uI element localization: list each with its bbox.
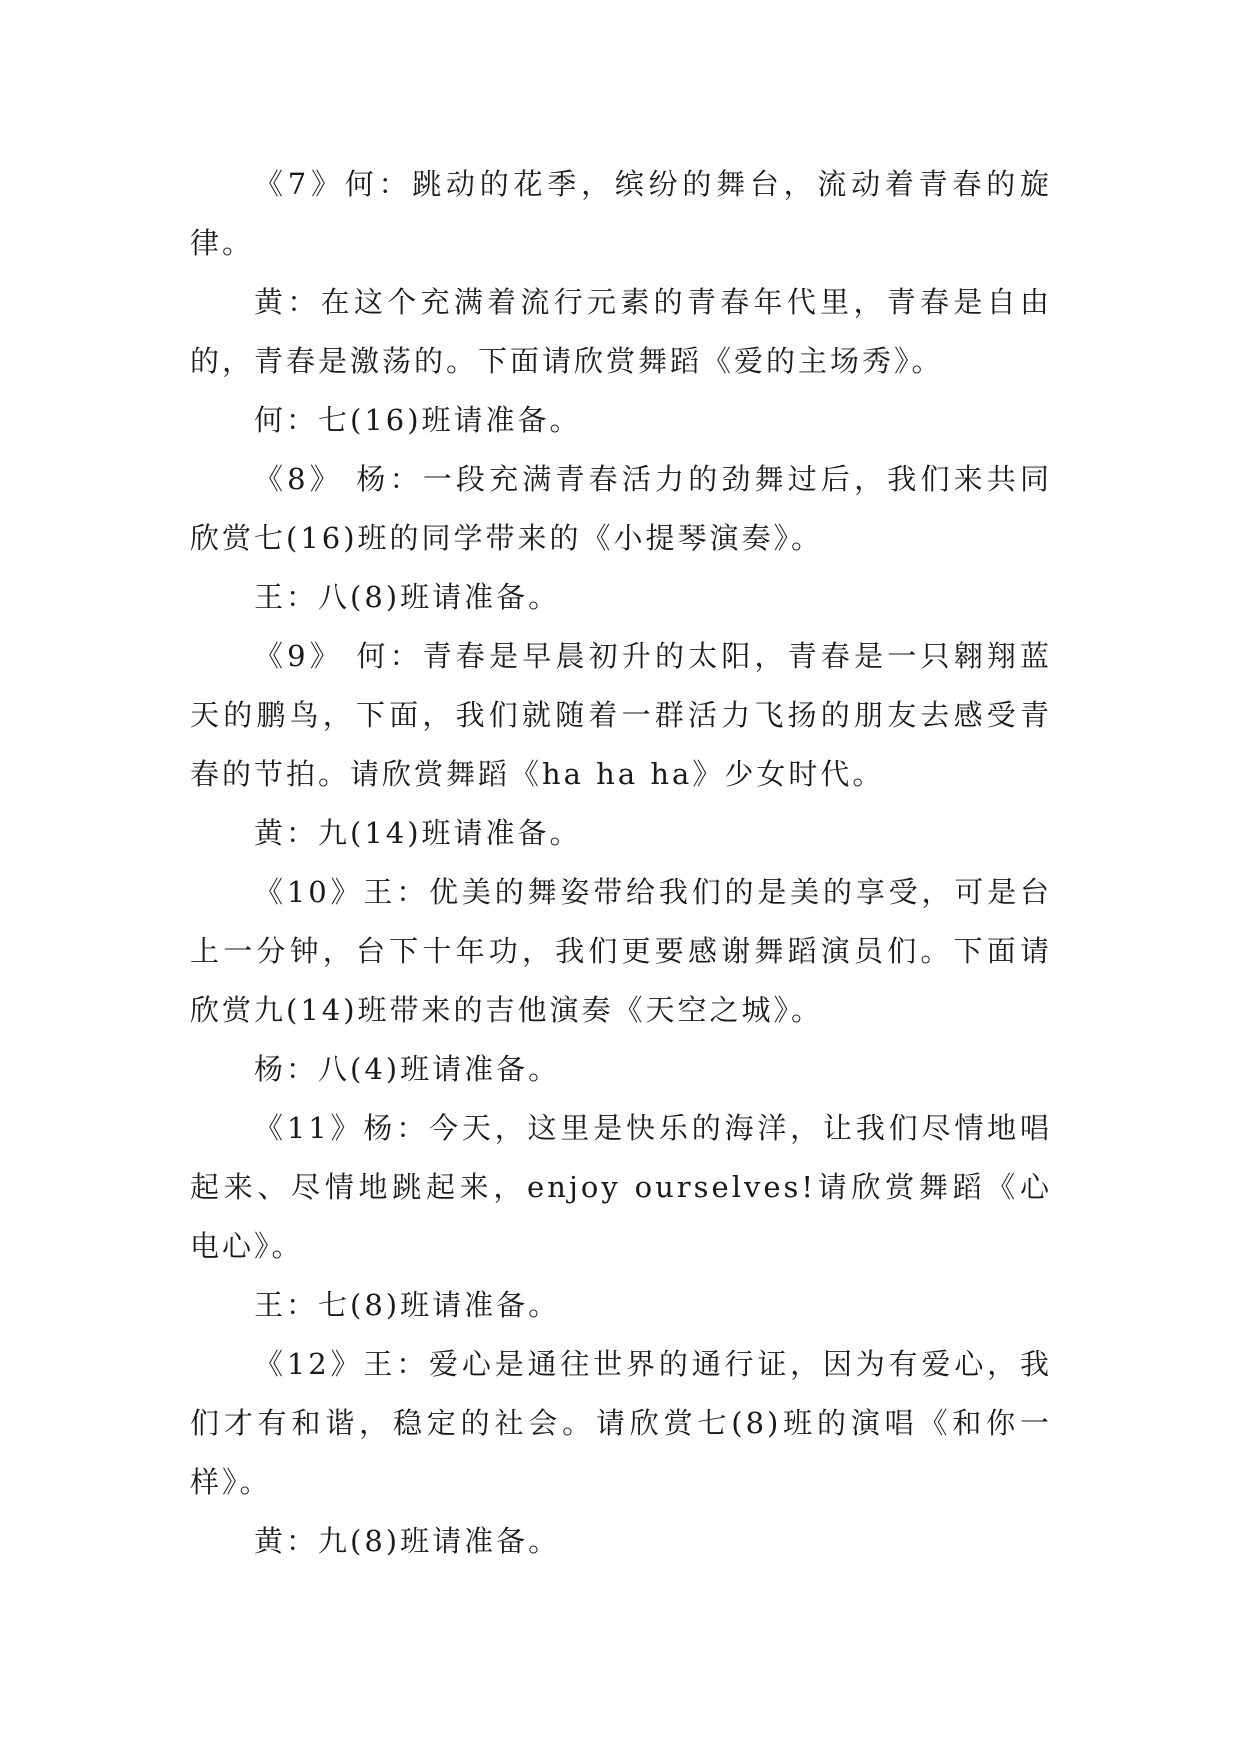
paragraph-12: 《12》王：爱心是通往世界的通行证，因为有爱心，我们才有和谐，稳定的社会。请欣赏七(8)班的演唱《和你一样》。 (190, 1347, 1052, 1499)
paragraph-4: 《8》 杨：一段充满青春活力的劲舞过后，我们来共同欣赏七(16)班的同学带来的《小提琴演奏》。 (190, 462, 1052, 555)
paragraph-8: 《10》王：优美的舞姿带给我们的是美的享受，可是台上一分钟，台下十年功，我们更要感谢舞蹈演员们。下面请欣赏九(14)班带来的吉他演奏《天空之城》。 (190, 875, 1052, 1027)
paragraph-11: 王：七(8)班请准备。 (254, 1288, 561, 1322)
document-body (190, 155, 1052, 1571)
paragraph-1: 《7》何：跳动的花季，缤纷的舞台，流动着青春的旋律。 (190, 167, 1052, 260)
paragraph-2: 黄：在这个充满着流行元素的青春年代里，青春是自由的，青春是激荡的。下面请欣赏舞蹈《爱的主场秀》。 (190, 285, 1052, 378)
paragraph-13: 黄：九(8)班请准备。 (254, 1524, 561, 1558)
paragraph-6: 《9》 何：青春是早晨初升的太阳，青春是一只翱翔蓝天的鹏鸟，下面，我们就随着一群活力飞扬的朋友去感受青春的节拍。请欣赏舞蹈《ha ha ha》少女时代。 (190, 639, 1052, 791)
paragraph-9: 杨：八(4)班请准备。 (254, 1052, 561, 1086)
paragraph-7: 黄：九(14)班请准备。 (254, 816, 582, 850)
paragraph-10: 《11》杨：今天，这里是快乐的海洋，让我们尽情地唱起来、尽情地跳起来，enjoy ourselves!请欣赏舞蹈《心电心》。 (190, 1111, 1052, 1263)
paragraph-3: 何：七(16)班请准备。 (254, 403, 582, 437)
paragraph-5: 王：八(8)班请准备。 (254, 580, 561, 614)
